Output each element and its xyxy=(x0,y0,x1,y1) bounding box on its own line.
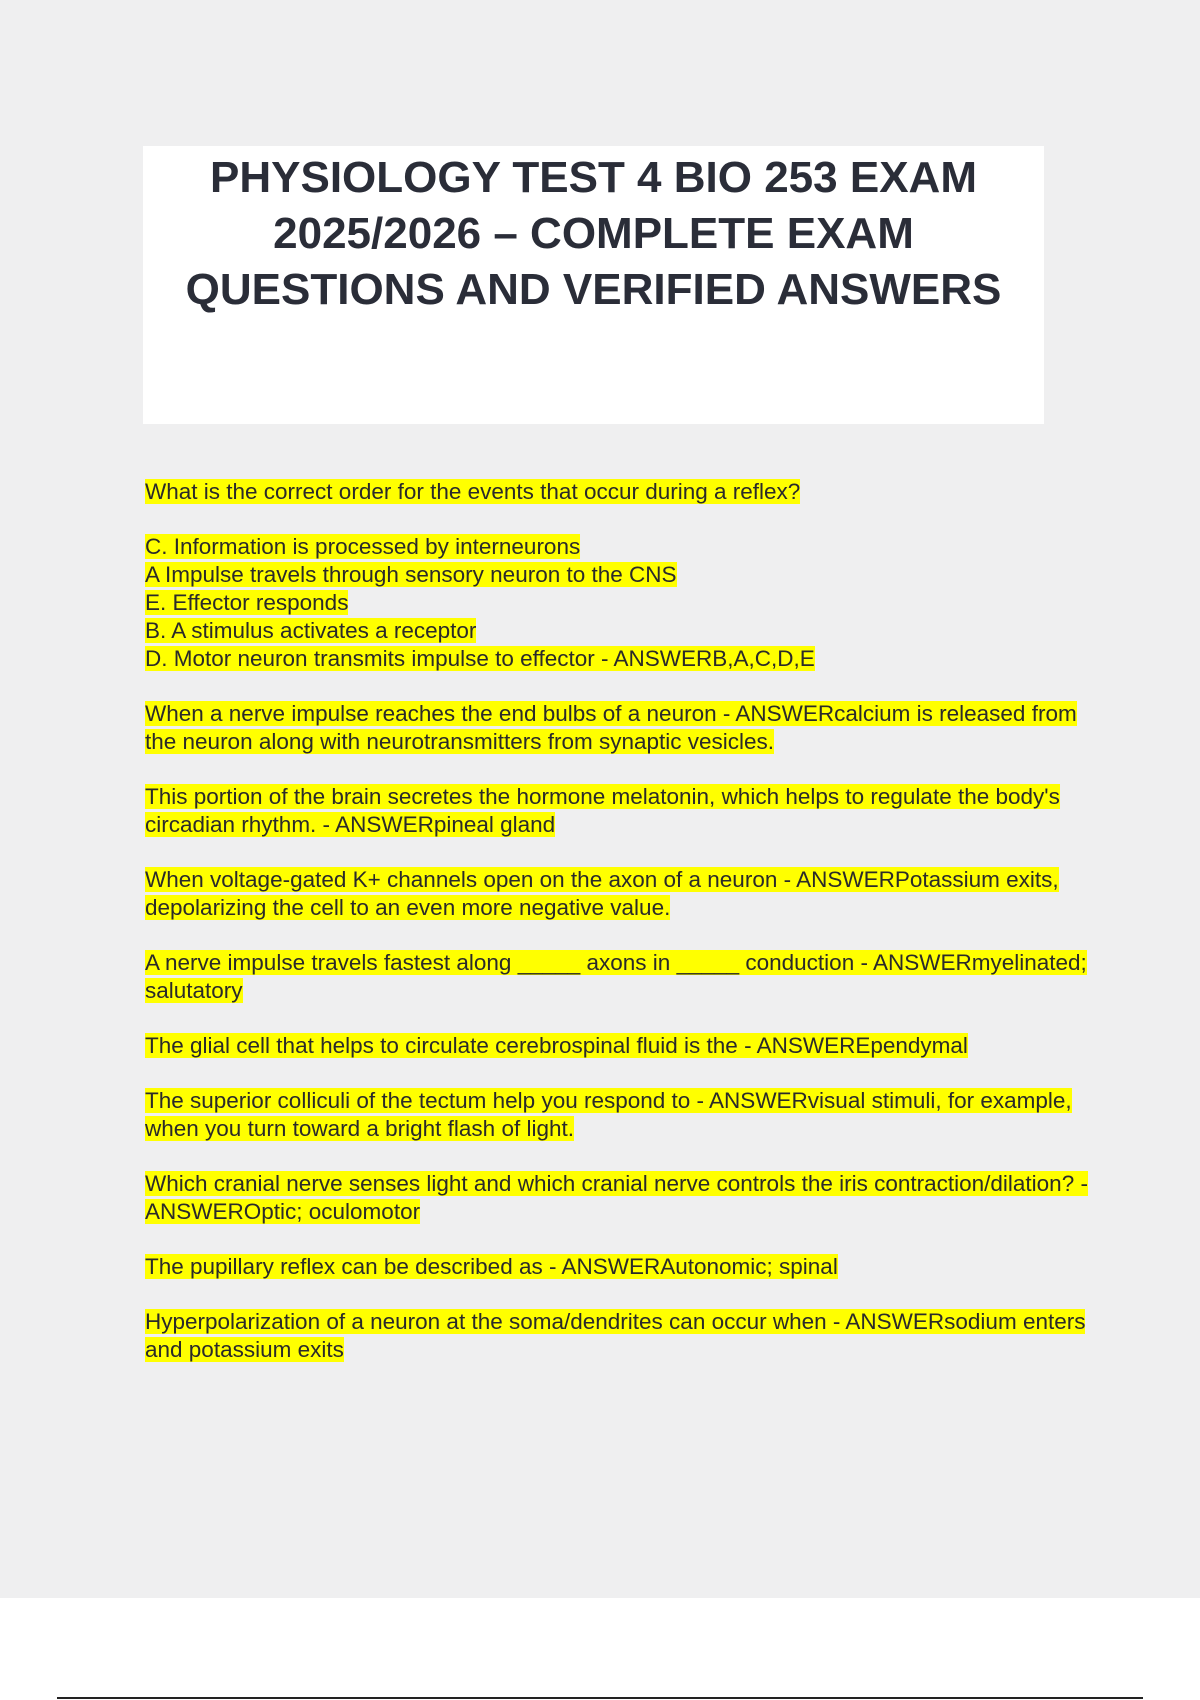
title-box xyxy=(143,146,1044,424)
qa-item xyxy=(145,1087,1095,1143)
qa-text: B. A stimulus activates a receptor xyxy=(145,618,477,643)
document-title: PHYSIOLOGY TEST 4 BIO 253 EXAM 2025/2026 – COMPLETE EXAM QUESTIONS AND VERIFIED ANSWERS xyxy=(185,153,1002,314)
qa-text: The glial cell that helps to circulate cerebrospinal fluid is the - ANSWEREpendymal xyxy=(145,1033,968,1058)
qa-text: C. Information is processed by interneurons xyxy=(145,534,581,559)
qa-item xyxy=(145,478,1095,506)
qa-item xyxy=(145,1308,1095,1364)
qa-text: Hyperpolarization of a neuron at the soma/dendrites can occur when - ANSWERsodium enters and potassium exits xyxy=(145,1309,1086,1362)
qa-item xyxy=(145,1253,1095,1281)
qa-text: The pupillary reflex can be described as - ANSWERAutonomic; spinal xyxy=(145,1254,838,1279)
qa-item xyxy=(145,949,1095,1005)
qa-item xyxy=(145,866,1095,922)
qa-text: When a nerve impulse reaches the end bulbs of a neuron - ANSWERcalcium is released from the neuron along with neurotransmitters from synaptic vesicles. xyxy=(145,701,1077,754)
qa-item xyxy=(145,533,1095,673)
qa-item xyxy=(145,1032,1095,1060)
qa-item xyxy=(145,783,1095,839)
qa-list xyxy=(145,478,1095,1391)
qa-item xyxy=(145,700,1095,756)
qa-text: When voltage-gated K+ channels open on the axon of a neuron - ANSWERPotassium exits, depolarizing the cell to an even more negative value. xyxy=(145,867,1059,920)
qa-text: What is the correct order for the events that occur during a reflex? xyxy=(145,479,801,504)
qa-text: Which cranial nerve senses light and which cranial nerve controls the iris contraction/dilation? - ANSWEROptic; oculomotor xyxy=(145,1171,1088,1224)
qa-text: A Impulse travels through sensory neuron to the CNS xyxy=(145,562,677,587)
qa-text: E. Effector responds xyxy=(145,590,349,615)
qa-text: The superior colliculi of the tectum help you respond to - ANSWERvisual stimuli, for example, when you turn toward a bright flash of light. xyxy=(145,1088,1072,1141)
qa-item xyxy=(145,1170,1095,1226)
qa-text: A nerve impulse travels fastest along _____ axons in _____ conduction - ANSWERmyelinated; salutatory xyxy=(145,950,1087,1003)
qa-text: This portion of the brain secretes the hormone melatonin, which helps to regulate the body's circadian rhythm. - ANSWERpineal gland xyxy=(145,784,1060,837)
qa-text: D. Motor neuron transmits impulse to effector - ANSWERB,A,C,D,E xyxy=(145,646,815,671)
footer-rule xyxy=(57,1697,1143,1699)
